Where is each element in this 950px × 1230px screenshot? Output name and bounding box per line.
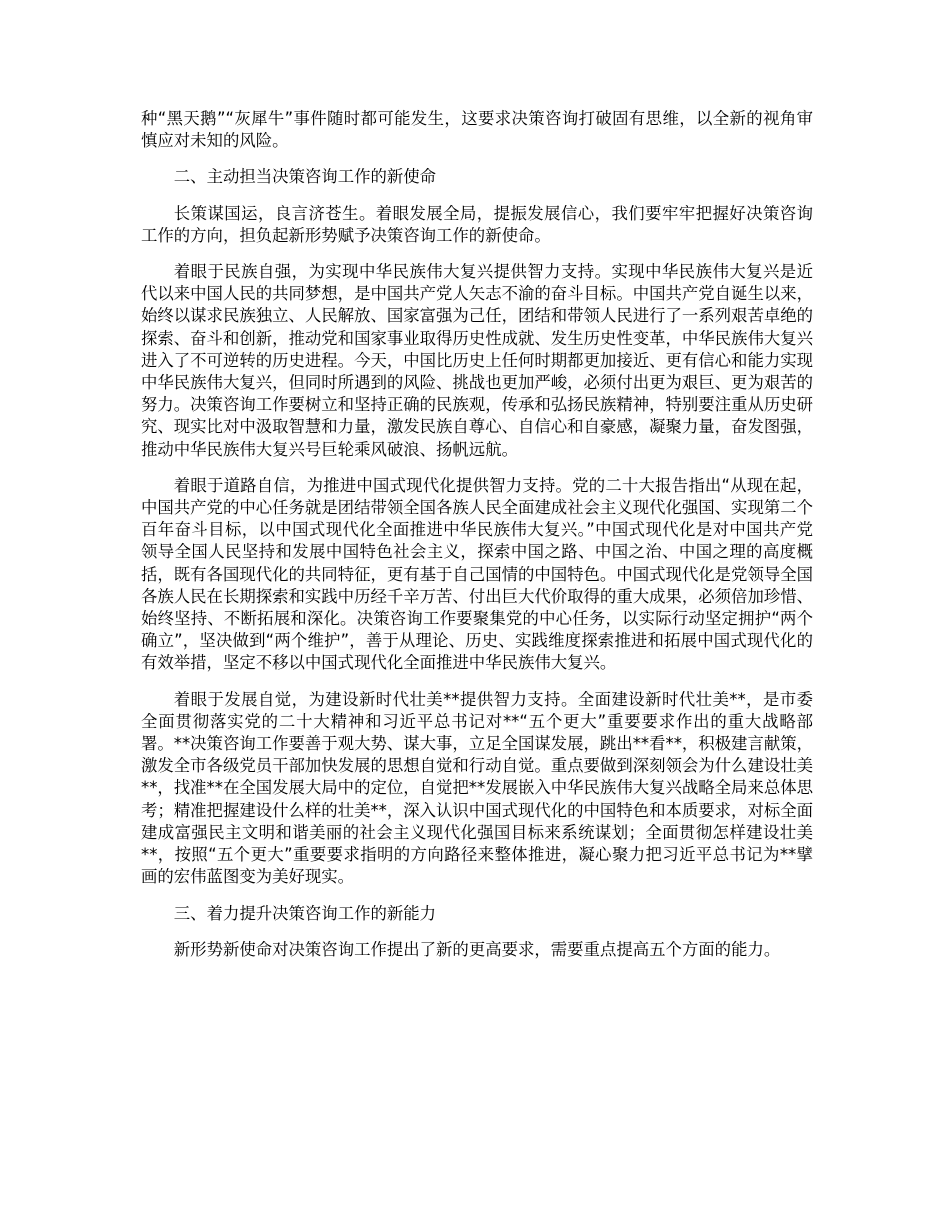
paragraph-continuation: 种“黑天鹅”“灰犀牛”事件随时都可能发生，这要求决策咨询打破固有思维，以全新的视角审慎应对未知的风险。	[141, 109, 813, 151]
paragraph-intro: 长策谋国运，良言济苍生。着眼发展全局，提振发展信心，我们要牢牢把握好决策咨询工作的方向，担负起新形势赋予决策咨询工作的新使命。	[141, 203, 813, 245]
document-page	[141, 108, 813, 975]
paragraph-development: 着眼于发展自觉，为建设新时代壮美**提供智力支持。全面建设新时代壮美**，是市委全面贯彻落实党的二十大精神和习近平总书记对**“五个更大”重要要求作出的重大战略部署。**决策咨询工作要善于观大势、谋大事，立足全国谋发展，跳出**看**，积极建言献策，激发全市各级党员干部加快发展的思想自觉和行动自觉。重点要做到深刻领会为什么建设壮美**，找准**在全国发展大局中的定位，自觉把**发展嵌入中华民族伟大复兴战略全局来总体思考；精准把握建设什么样的壮美**，深入认识中国式现代化的中国特色和本质要求，对标全面建成富强民主文明和谐美丽的社会主义现代化强国目标来系统谋划；全面贯彻怎样建设壮美**，按照“五个更大”重要要求指明的方向路径来整体推进，凝心聚力把习近平总书记为**擘画的宏伟蓝图变为美好现实。	[141, 689, 814, 887]
section-heading-3: 三、着力提升决策咨询工作的新能力	[173, 903, 437, 923]
section-heading-2: 二、主动担当决策咨询工作的新使命	[173, 167, 437, 187]
paragraph-abilities: 新形势新使命对决策咨询工作提出了新的更高要求，需要重点提高五个方面的能力。	[173, 939, 781, 959]
paragraph-chinese-modernization: 着眼于道路自信，为推进中国式现代化提供智力支持。党的二十大报告指出“从现在起，中国共产党的中心任务就是团结带领全国各族人民全面建成社会主义现代化强国、实现第二个百年奋斗目标，以中国式现代化全面推进中华民族伟大复兴。”中国式现代化是对中国共产党领导全国人民坚持和发展中国特色社会主义，探索中国之路、中国之治、中国之理的高度概括，既有各国现代化的共同特征，更有基于自己国情的中国特色。中国式现代化是党领导全国各族人民在长期探索和实践中历经千辛万苦、付出巨大代价取得的重大成果，必须倍加珍惜、始终坚持、不断拓展和深化。决策咨询工作要聚集党的中心任务，以实际行动坚定拥护“两个确立”，坚决做到“两个维护”，善于从理论、历史、实践维度探索推进和拓展中国式现代化的有效举措，坚定不移以中国式现代化全面推进中华民族伟大复兴。	[141, 475, 814, 673]
paragraph-national-rejuvenation: 着眼于民族自强，为实现中华民族伟大复兴提供智力支持。实现中华民族伟大复兴是近代以来中国人民的共同梦想，是中国共产党人矢志不渝的奋斗目标。中国共产党自诞生以来，始终以谋求民族独立、人民解放、国家富强为己任，团结和带领人民进行了一系列艰苦卓绝的探索、奋斗和创新，推动党和国家事业取得历史性成就、发生历史性变革，中华民族伟大复兴进入了不可逆转的历史进程。今天，中国比历史上任何时期都更加接近、更有信心和能力实现中华民族伟大复兴，但同时所遇到的风险、挑战也更加严峻，必须付出更为艰巨、更为艰苦的努力。决策咨询工作要树立和坚持正确的民族观，传承和弘扬民族精神，特别要注重从历史研究、现实比对中汲取智慧和力量，激发民族自尊心、自信心和自豪感，凝聚力量，奋发图强，推动中华民族伟大复兴号巨轮乘风破浪、扬帆远航。	[141, 262, 814, 459]
